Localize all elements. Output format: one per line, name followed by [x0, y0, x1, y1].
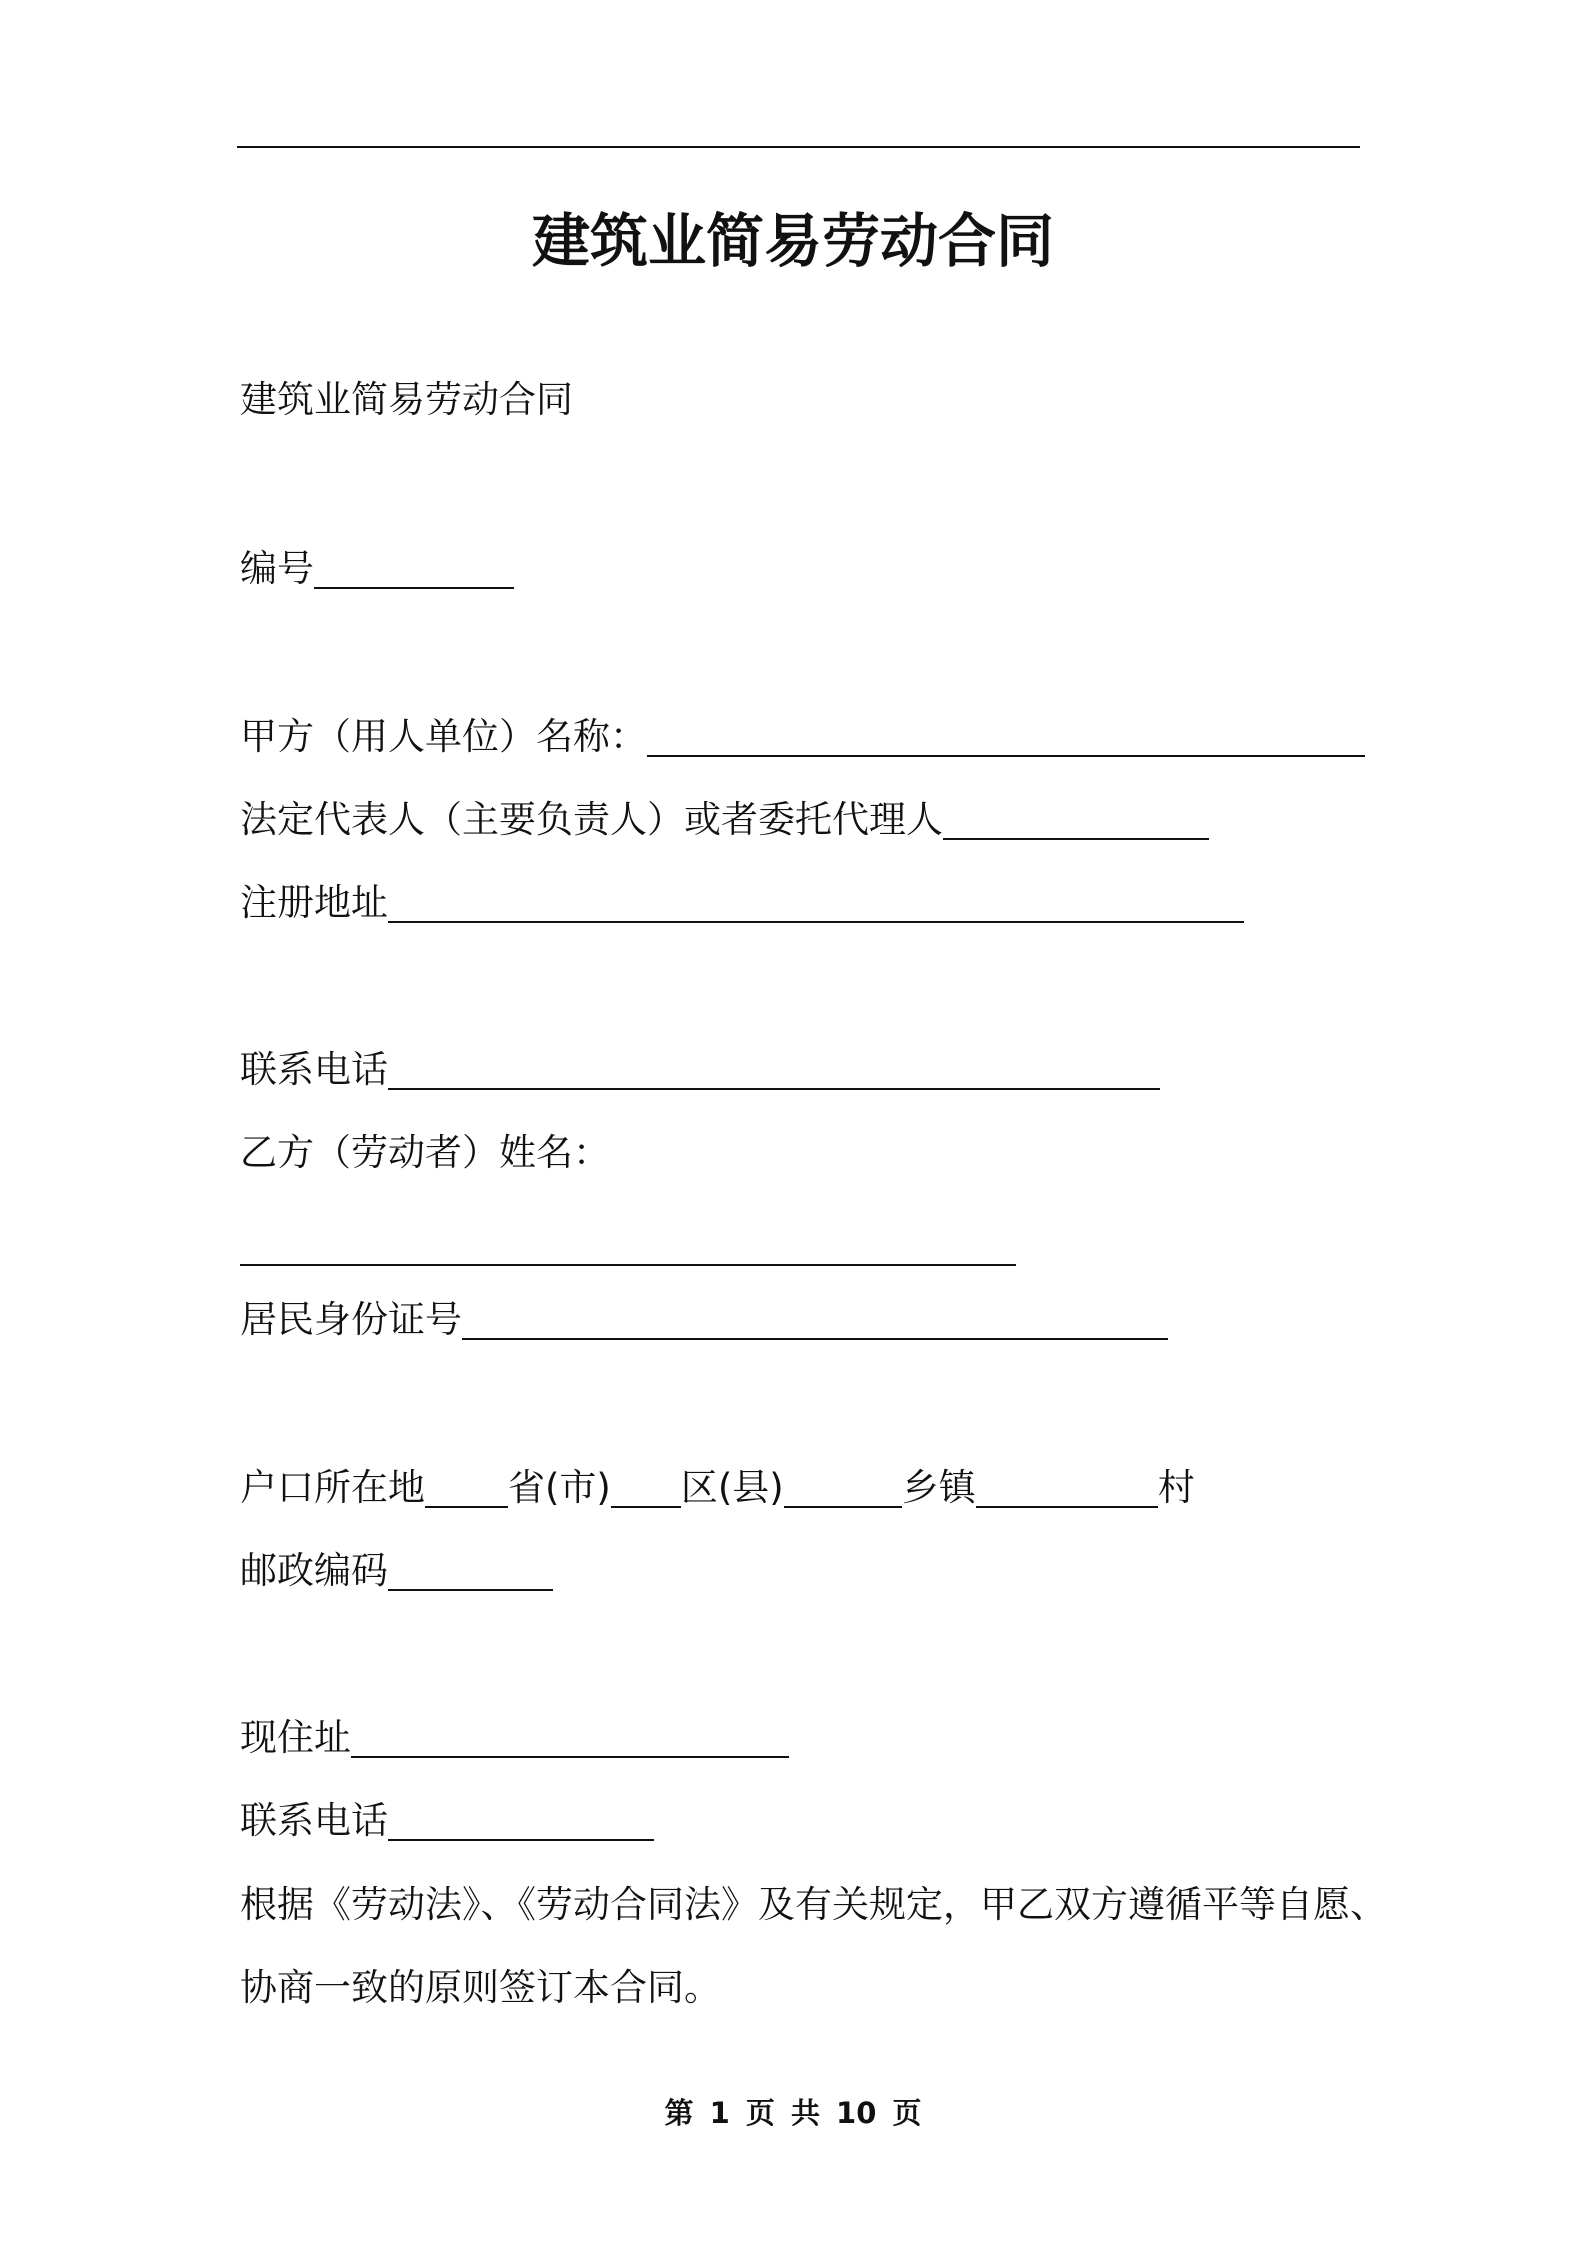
employer-phone-row: [240, 1046, 1160, 1094]
village-blank[interactable]: [976, 1466, 1158, 1508]
id-number-row: [240, 1296, 1168, 1344]
postal-code-row: [240, 1547, 553, 1595]
contract-number-blank[interactable]: [314, 547, 514, 589]
legal-rep-label: 法定代表人（主要负责人）或者委托代理人: [240, 798, 943, 841]
district-blank[interactable]: [611, 1466, 681, 1508]
preamble-line-2: 协商一致的原则签订本合同。: [240, 1966, 721, 2009]
township-label: 乡镇: [901, 1466, 976, 1509]
legal-rep-blank[interactable]: [943, 798, 1209, 840]
employer-name-blank[interactable]: [647, 715, 1365, 757]
employee-name-label: 乙方（劳动者）姓名：: [240, 1131, 610, 1174]
employee-phone-blank[interactable]: [388, 1799, 654, 1841]
registered-address-label: 注册地址: [240, 881, 388, 924]
registered-address-row: [240, 879, 1244, 927]
village-label: 村: [1157, 1466, 1195, 1509]
postal-code-label: 邮政编码: [240, 1549, 388, 1592]
document-title: 建筑业简易劳动合同: [531, 207, 1054, 275]
contract-number-label: 编号: [240, 547, 314, 590]
province-blank[interactable]: [425, 1466, 508, 1508]
contract-number-row: [240, 545, 514, 593]
postal-code-blank[interactable]: [388, 1549, 553, 1591]
employer-name-label: 甲方（用人单位）名称：: [240, 715, 647, 758]
registered-address-blank[interactable]: [388, 881, 1244, 923]
household-row: [240, 1464, 1195, 1512]
document-subtitle: 建筑业简易劳动合同: [240, 378, 573, 421]
township-blank[interactable]: [784, 1466, 902, 1508]
employee-phone-row: [240, 1797, 654, 1845]
province-label: 省(市): [508, 1466, 611, 1509]
header-rule: [237, 146, 1360, 148]
employer-phone-blank[interactable]: [388, 1048, 1160, 1090]
id-number-blank[interactable]: [462, 1298, 1168, 1340]
current-address-label: 现住址: [240, 1716, 351, 1759]
employee-phone-label: 联系电话: [240, 1799, 388, 1842]
page-number: 第 1 页 共 10 页: [664, 2096, 922, 2130]
current-address-row: [240, 1714, 789, 1762]
preamble-line-1: 根据《劳动法》、《劳动合同法》及有关规定，甲乙双方遵循平等自愿、: [240, 1883, 1387, 1926]
id-number-label: 居民身份证号: [240, 1298, 462, 1341]
current-address-blank[interactable]: [351, 1716, 789, 1758]
legal-rep-row: [240, 796, 1209, 844]
household-label: 户口所在地: [240, 1466, 425, 1509]
district-label: 区(县): [680, 1466, 784, 1509]
employer-phone-label: 联系电话: [240, 1048, 388, 1091]
employer-name-row: [240, 713, 1365, 761]
employee-name-blank[interactable]: [240, 1264, 1016, 1266]
